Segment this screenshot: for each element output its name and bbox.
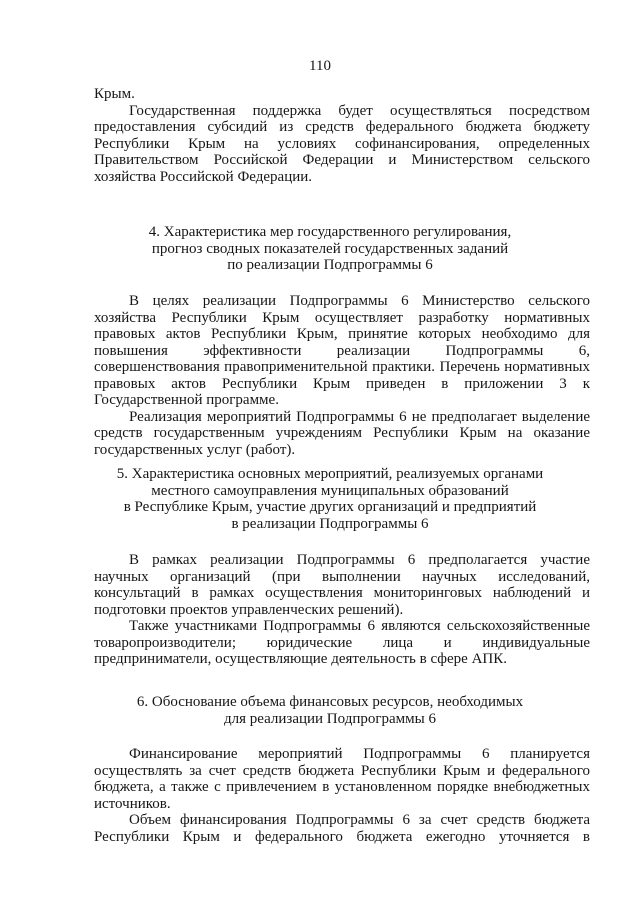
section-5-paragraph-2: Также участниками Подпрограммы 6 являются сельскохозяйственные товаропроизводители; юридические лица и индивидуальные предприниматели, осуществляющие деятельность в сфере АПК. bbox=[94, 618, 590, 667]
section-6-body bbox=[94, 746, 590, 845]
section-6-heading-line: для реализации Подпрограммы 6 bbox=[223, 710, 436, 727]
section-4-body bbox=[94, 293, 590, 458]
section-6-heading bbox=[80, 694, 580, 727]
section-6-heading-line: 6. Обоснование объема финансовых ресурсов, необходимых bbox=[136, 694, 524, 710]
intro-block bbox=[94, 86, 590, 185]
section-4-heading bbox=[80, 224, 580, 274]
section-4-paragraph-1: В целях реализации Подпрограммы 6 Министерство сельского хозяйства Республики Крым осуществляет разработку нормативных правовых актов Республики Крым, принятие которых необходимо для повышения эффективности реализации Подпрограммы 6, совершенствования правоприменительной практики. Перечень нормативных правовых актов Республики Крым приведен в приложении 3 к Государственной программе. bbox=[94, 293, 590, 408]
section-5-paragraph-1: В рамках реализации Подпрограммы 6 предполагается участие научных организаций (при выполнении научных исследований, консультаций в рамках осуществления мониторинговых наблюдений и подготовки проектов управленческих решений). bbox=[94, 552, 590, 618]
section-6-paragraph-1: Финансирование мероприятий Подпрограммы 6 планируется осуществлять за счет средств бюджета Республики Крым и федерального бюджета, а также с привлечением в установленном порядке внебюджетных источников. bbox=[94, 746, 590, 812]
intro-paragraph: Государственная поддержка будет осуществляться посредством предоставления субсидий из средств федерального бюджета бюджету Республики Крым на условиях софинансирования, определенных Правительством Российской Федерации и Министерством сельского хозяйства Российской Федерации. bbox=[94, 102, 590, 185]
section-5-heading-line: 5. Характеристика основных мероприятий, реализуемых органами bbox=[116, 466, 544, 482]
intro-continuation: Крым. bbox=[94, 86, 135, 102]
section-4-paragraph-2: Реализация мероприятий Подпрограммы 6 не предполагает выделение средств государственным учреждениям Республики Крым на оказание государственных услуг (работ). bbox=[94, 408, 590, 458]
section-4-heading-line: по реализации Подпрограммы 6 bbox=[227, 257, 433, 273]
section-5-heading-line: в реализации Подпрограммы 6 bbox=[231, 515, 429, 532]
section-4-heading-line: 4. Характеристика мер государственного регулирования, bbox=[148, 224, 512, 240]
section-6-paragraph-2: Объем финансирования Подпрограммы 6 за счет средств бюджета Республики Крым и федерального бюджета ежегодно уточняется в bbox=[94, 812, 590, 845]
section-5-body bbox=[94, 552, 590, 668]
page-number: 110 bbox=[309, 58, 331, 74]
section-5-heading-line: местного самоуправления муниципальных образований bbox=[151, 482, 509, 499]
section-4-heading-line: прогноз сводных показателей государственных заданий bbox=[151, 240, 509, 257]
section-5-heading bbox=[80, 466, 580, 532]
section-5-heading-line: в Республике Крым, участие других организаций и предприятий bbox=[123, 499, 537, 515]
